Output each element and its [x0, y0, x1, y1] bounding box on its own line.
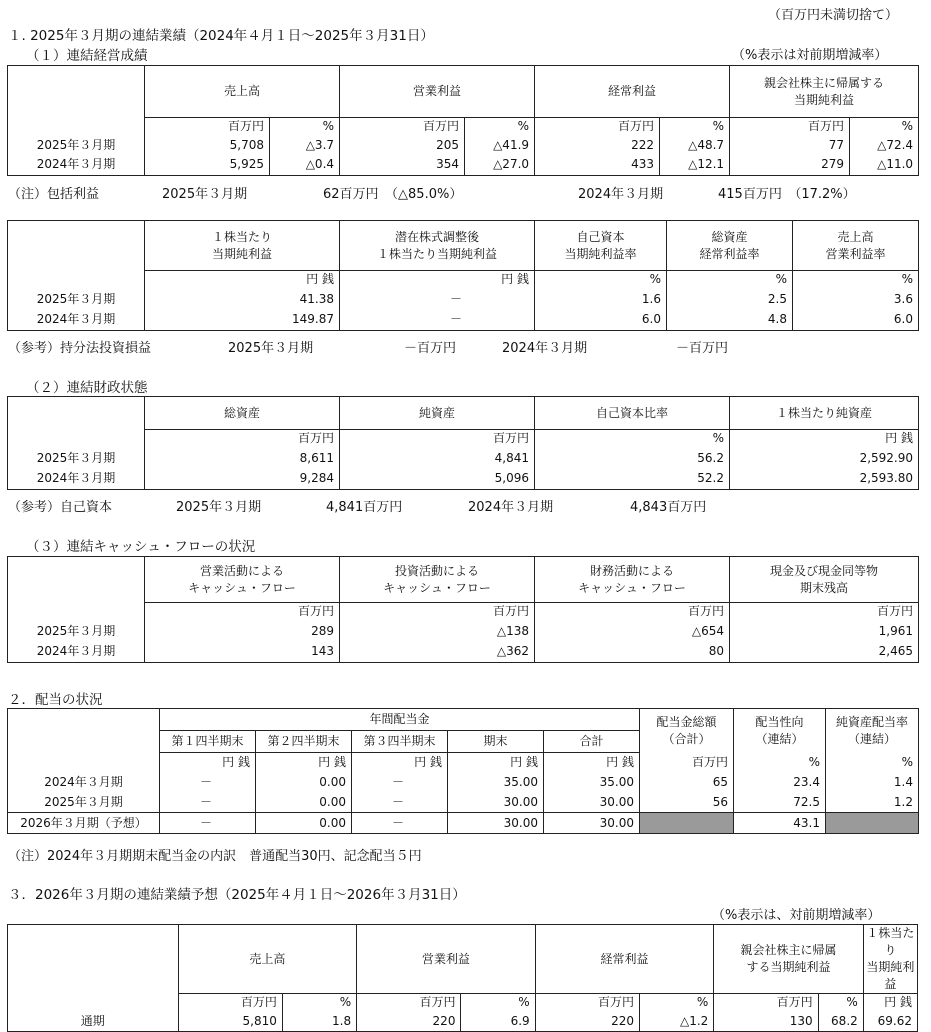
header-year-end: 期末	[448, 731, 544, 753]
table-row	[8, 448, 919, 469]
header-operating-margin: 売上高 営業利益率	[793, 221, 919, 271]
unit-cell: 百万円	[340, 603, 535, 621]
cell: 4,841	[340, 448, 535, 469]
header-annual-dividend: 年間配当金	[160, 709, 640, 731]
row-label: 2024年３月期	[8, 642, 145, 663]
row-label: 2024年３月期	[8, 310, 145, 331]
table-row	[8, 135, 919, 155]
cell: 149.87	[145, 310, 340, 331]
table-row	[8, 773, 919, 793]
cell: 72.5	[734, 793, 826, 813]
table-row	[8, 469, 919, 490]
header-ordinary-profit: 経常利益	[535, 66, 730, 118]
unit-cell: %	[640, 994, 714, 1012]
comprehensive-period2: 2024年３月期	[578, 187, 664, 202]
sub2-title: （２）連結財政状態	[26, 380, 148, 396]
cell: 220	[535, 1012, 639, 1032]
unit-cell: %	[850, 118, 919, 136]
unit-cell: 円 銭	[145, 271, 340, 289]
cell: 5,925	[145, 155, 270, 175]
unit-cell: 百万円	[535, 118, 660, 136]
cell: △41.9	[465, 135, 535, 155]
cell: 52.2	[535, 469, 730, 490]
unit-cell: %	[660, 118, 730, 136]
section3-title: ３．2026年３月期の連結業績予想（2025年４月１日～2026年３月31日）	[8, 887, 466, 903]
cell: －	[340, 310, 535, 331]
unit-cell: 百万円	[340, 430, 535, 448]
unit-cell: 百万円	[535, 994, 639, 1012]
cell: △72.4	[850, 135, 919, 155]
cell: 80	[535, 642, 730, 663]
cell: －	[160, 793, 256, 813]
comprehensive-value2: 415百万円 （17.2%）	[718, 187, 856, 202]
unit-cell: 円 銭	[730, 430, 919, 448]
equity-value1: 4,841百万円	[326, 500, 403, 515]
unit-cell: %	[667, 271, 793, 289]
unit-cell: 百万円	[340, 118, 465, 136]
header-eps: １株当たり 当期純利益	[145, 221, 340, 271]
cell: 433	[535, 155, 660, 175]
header-sales: 売上高	[178, 925, 357, 994]
cell: －	[352, 793, 448, 813]
unit-cell: %	[793, 271, 919, 289]
unit-cell: 百万円	[357, 994, 461, 1012]
section3-note: （%表示は、対前期増減率）	[712, 908, 881, 923]
cell: 56	[640, 793, 734, 813]
sub1-note: （%表示は対前期増減率）	[732, 48, 888, 63]
header-diluted-eps: 潜在株式調整後 １株当たり当期純利益	[340, 221, 535, 271]
unit-cell: 百万円	[178, 994, 282, 1012]
sub1-title: （１）連結経営成績	[26, 48, 148, 64]
cell: 69.62	[863, 1012, 917, 1032]
header-ordinary-profit: 経常利益	[535, 925, 714, 994]
comprehensive-period1: 2025年３月期	[162, 187, 248, 202]
unit-cell: %	[826, 753, 919, 773]
row-label: 通期	[8, 1012, 179, 1032]
equity-method-period1: 2025年３月期	[228, 341, 314, 356]
sub3-title: （３）連結キャッシュ・フローの状況	[26, 539, 256, 555]
cell: 2,593.80	[730, 469, 919, 490]
table-row	[8, 813, 919, 834]
cell: △11.0	[850, 155, 919, 175]
header-roa: 総資産 経常利益率	[667, 221, 793, 271]
row-label: 2025年３月期	[8, 289, 145, 310]
header-roe: 自己資本 当期純利益率	[535, 221, 667, 271]
unit-cell: 円 銭	[160, 753, 256, 773]
cell: 354	[340, 155, 465, 175]
table-row	[8, 289, 919, 310]
header-cash-balance: 現金及び現金同等物 期末残高	[730, 557, 919, 603]
per-share-table	[7, 220, 919, 331]
cell: 2,592.90	[730, 448, 919, 469]
header-q3: 第３四半期末	[352, 731, 448, 753]
cell: △138	[340, 621, 535, 642]
cell: 77	[730, 135, 850, 155]
header-sales: 売上高	[145, 66, 340, 118]
cell: 9,284	[145, 469, 340, 490]
equity-period1: 2025年３月期	[176, 500, 262, 515]
cell: △12.1	[660, 155, 730, 175]
unit-cell: 百万円	[714, 994, 818, 1012]
dividend-table	[7, 708, 919, 834]
comprehensive-label: （注）包括利益	[8, 187, 100, 202]
header-operating-profit: 営業利益	[340, 66, 535, 118]
header-total-assets: 総資産	[145, 397, 340, 430]
unit-cell: %	[734, 753, 826, 773]
header-doe: 純資産配当率 （連結）	[826, 709, 919, 753]
unit-cell: 百万円	[640, 753, 734, 773]
unit-cell: 百万円	[535, 603, 730, 621]
cell: 30.00	[544, 813, 640, 834]
forecast-table	[7, 924, 918, 1032]
cell: 0.00	[256, 813, 352, 834]
cell: 1.6	[535, 289, 667, 310]
unit-cell: 円 銭	[544, 753, 640, 773]
unit-cell: %	[282, 994, 356, 1012]
section1-title: １. 2025年３月期の連結業績（2024年４月１日～2025年３月31日）	[8, 28, 434, 44]
cell: 0.00	[256, 793, 352, 813]
row-label: 2024年３月期	[8, 469, 145, 490]
unit-cell: %	[461, 994, 535, 1012]
unit-note: （百万円未満切捨て）	[768, 8, 899, 23]
cell: 5,708	[145, 135, 270, 155]
cell: 3.6	[793, 289, 919, 310]
equity-method-value1: －百万円	[404, 341, 457, 356]
cell: 6.0	[535, 310, 667, 331]
table-row	[8, 642, 919, 663]
table-row	[8, 1012, 918, 1032]
cell: 143	[145, 642, 340, 663]
row-label: 2024年３月期	[8, 155, 145, 175]
cell: 205	[340, 135, 465, 155]
unit-cell: %	[535, 271, 667, 289]
unit-cell: 百万円	[145, 603, 340, 621]
cell: △3.7	[270, 135, 340, 155]
header-total: 合計	[544, 731, 640, 753]
header-q1: 第１四半期末	[160, 731, 256, 753]
table-row	[8, 621, 919, 642]
header-eps: １株当たり 当期純利益	[863, 925, 917, 994]
financial-table	[7, 396, 919, 490]
row-label: 2024年３月期	[8, 773, 160, 793]
cell: △27.0	[465, 155, 535, 175]
cell: △1.2	[640, 1012, 714, 1032]
cell: －	[160, 773, 256, 793]
cell: 30.00	[448, 793, 544, 813]
shaded-cell	[640, 813, 734, 834]
cell: 1.8	[282, 1012, 356, 1032]
header-payout-ratio: 配当性向 （連結）	[734, 709, 826, 753]
unit-cell: 円 銭	[352, 753, 448, 773]
cell: －	[352, 773, 448, 793]
equity-period2: 2024年３月期	[468, 500, 554, 515]
cell: 4.8	[667, 310, 793, 331]
cell: 222	[535, 135, 660, 155]
cell: 6.0	[793, 310, 919, 331]
equity-label: （参考）自己資本	[8, 500, 113, 515]
cell: 1.4	[826, 773, 919, 793]
cell: 289	[145, 621, 340, 642]
header-operating-cf: 営業活動による キャッシュ・フロー	[145, 557, 340, 603]
unit-cell: 百万円	[730, 118, 850, 136]
cell: 2.5	[667, 289, 793, 310]
unit-cell: 百万円	[730, 603, 919, 621]
cell: －	[352, 813, 448, 834]
equity-method-value2: －百万円	[676, 341, 729, 356]
row-label: 2025年３月期	[8, 448, 145, 469]
cell: 43.1	[734, 813, 826, 834]
row-label: 2025年３月期	[8, 135, 145, 155]
cell: △362	[340, 642, 535, 663]
cell: 23.4	[734, 773, 826, 793]
row-label: 2025年３月期	[8, 621, 145, 642]
cell: 6.9	[461, 1012, 535, 1032]
unit-cell: 百万円	[145, 118, 270, 136]
row-label: 2025年３月期	[8, 793, 160, 813]
unit-cell: 円 銭	[448, 753, 544, 773]
header-total-dividend: 配当金総額 （合計）	[640, 709, 734, 753]
unit-cell: %	[465, 118, 535, 136]
unit-cell: 円 銭	[340, 271, 535, 289]
unit-cell: 円 銭	[863, 994, 917, 1012]
cell: △48.7	[660, 135, 730, 155]
cell: 35.00	[448, 773, 544, 793]
cell: 1,961	[730, 621, 919, 642]
table-row	[8, 310, 919, 331]
unit-cell: 円 銭	[256, 753, 352, 773]
cashflow-table	[7, 556, 919, 663]
header-financing-cf: 財務活動による キャッシュ・フロー	[535, 557, 730, 603]
table-row	[8, 793, 919, 813]
cell: 65	[640, 773, 734, 793]
cell: 56.2	[535, 448, 730, 469]
dividend-note: （注）2024年３月期期末配当金の内訳 普通配当30円、記念配当５円	[8, 849, 422, 864]
section2-title: ２．配当の状況	[8, 692, 103, 708]
cell: 41.38	[145, 289, 340, 310]
cell: 35.00	[544, 773, 640, 793]
header-equity-ratio: 自己資本比率	[535, 397, 730, 430]
cell: 30.00	[544, 793, 640, 813]
cell: 0.00	[256, 773, 352, 793]
cell: 130	[714, 1012, 818, 1032]
header-net-income: 親会社株主に帰属する 当期純利益	[730, 66, 919, 118]
table-row	[8, 155, 919, 175]
cell: 8,611	[145, 448, 340, 469]
header-operating-profit: 営業利益	[357, 925, 536, 994]
equity-method-period2: 2024年３月期	[502, 341, 588, 356]
cell: △0.4	[270, 155, 340, 175]
row-label: 2026年３月期（予想）	[8, 813, 160, 834]
cell: 220	[357, 1012, 461, 1032]
shaded-cell	[826, 813, 919, 834]
cell: 30.00	[448, 813, 544, 834]
header-bps: １株当たり純資産	[730, 397, 919, 430]
cell: 68.2	[818, 1012, 863, 1032]
equity-method-label: （参考）持分法投資損益	[8, 341, 152, 356]
cell: △654	[535, 621, 730, 642]
cell: 5,096	[340, 469, 535, 490]
cell: 2,465	[730, 642, 919, 663]
cell: 5,810	[178, 1012, 282, 1032]
unit-cell: %	[270, 118, 340, 136]
equity-value2: 4,843百万円	[630, 500, 707, 515]
header-investing-cf: 投資活動による キャッシュ・フロー	[340, 557, 535, 603]
comprehensive-value1: 62百万円 （△85.0%）	[323, 187, 463, 202]
header-net-assets: 純資産	[340, 397, 535, 430]
header-net-income: 親会社株主に帰属 する当期純利益	[714, 925, 863, 994]
cell: 1.2	[826, 793, 919, 813]
results-table	[7, 65, 919, 176]
unit-cell: 百万円	[145, 430, 340, 448]
unit-cell: %	[818, 994, 863, 1012]
cell: －	[340, 289, 535, 310]
unit-cell: %	[535, 430, 730, 448]
cell: 279	[730, 155, 850, 175]
header-q2: 第２四半期末	[256, 731, 352, 753]
cell: －	[160, 813, 256, 834]
